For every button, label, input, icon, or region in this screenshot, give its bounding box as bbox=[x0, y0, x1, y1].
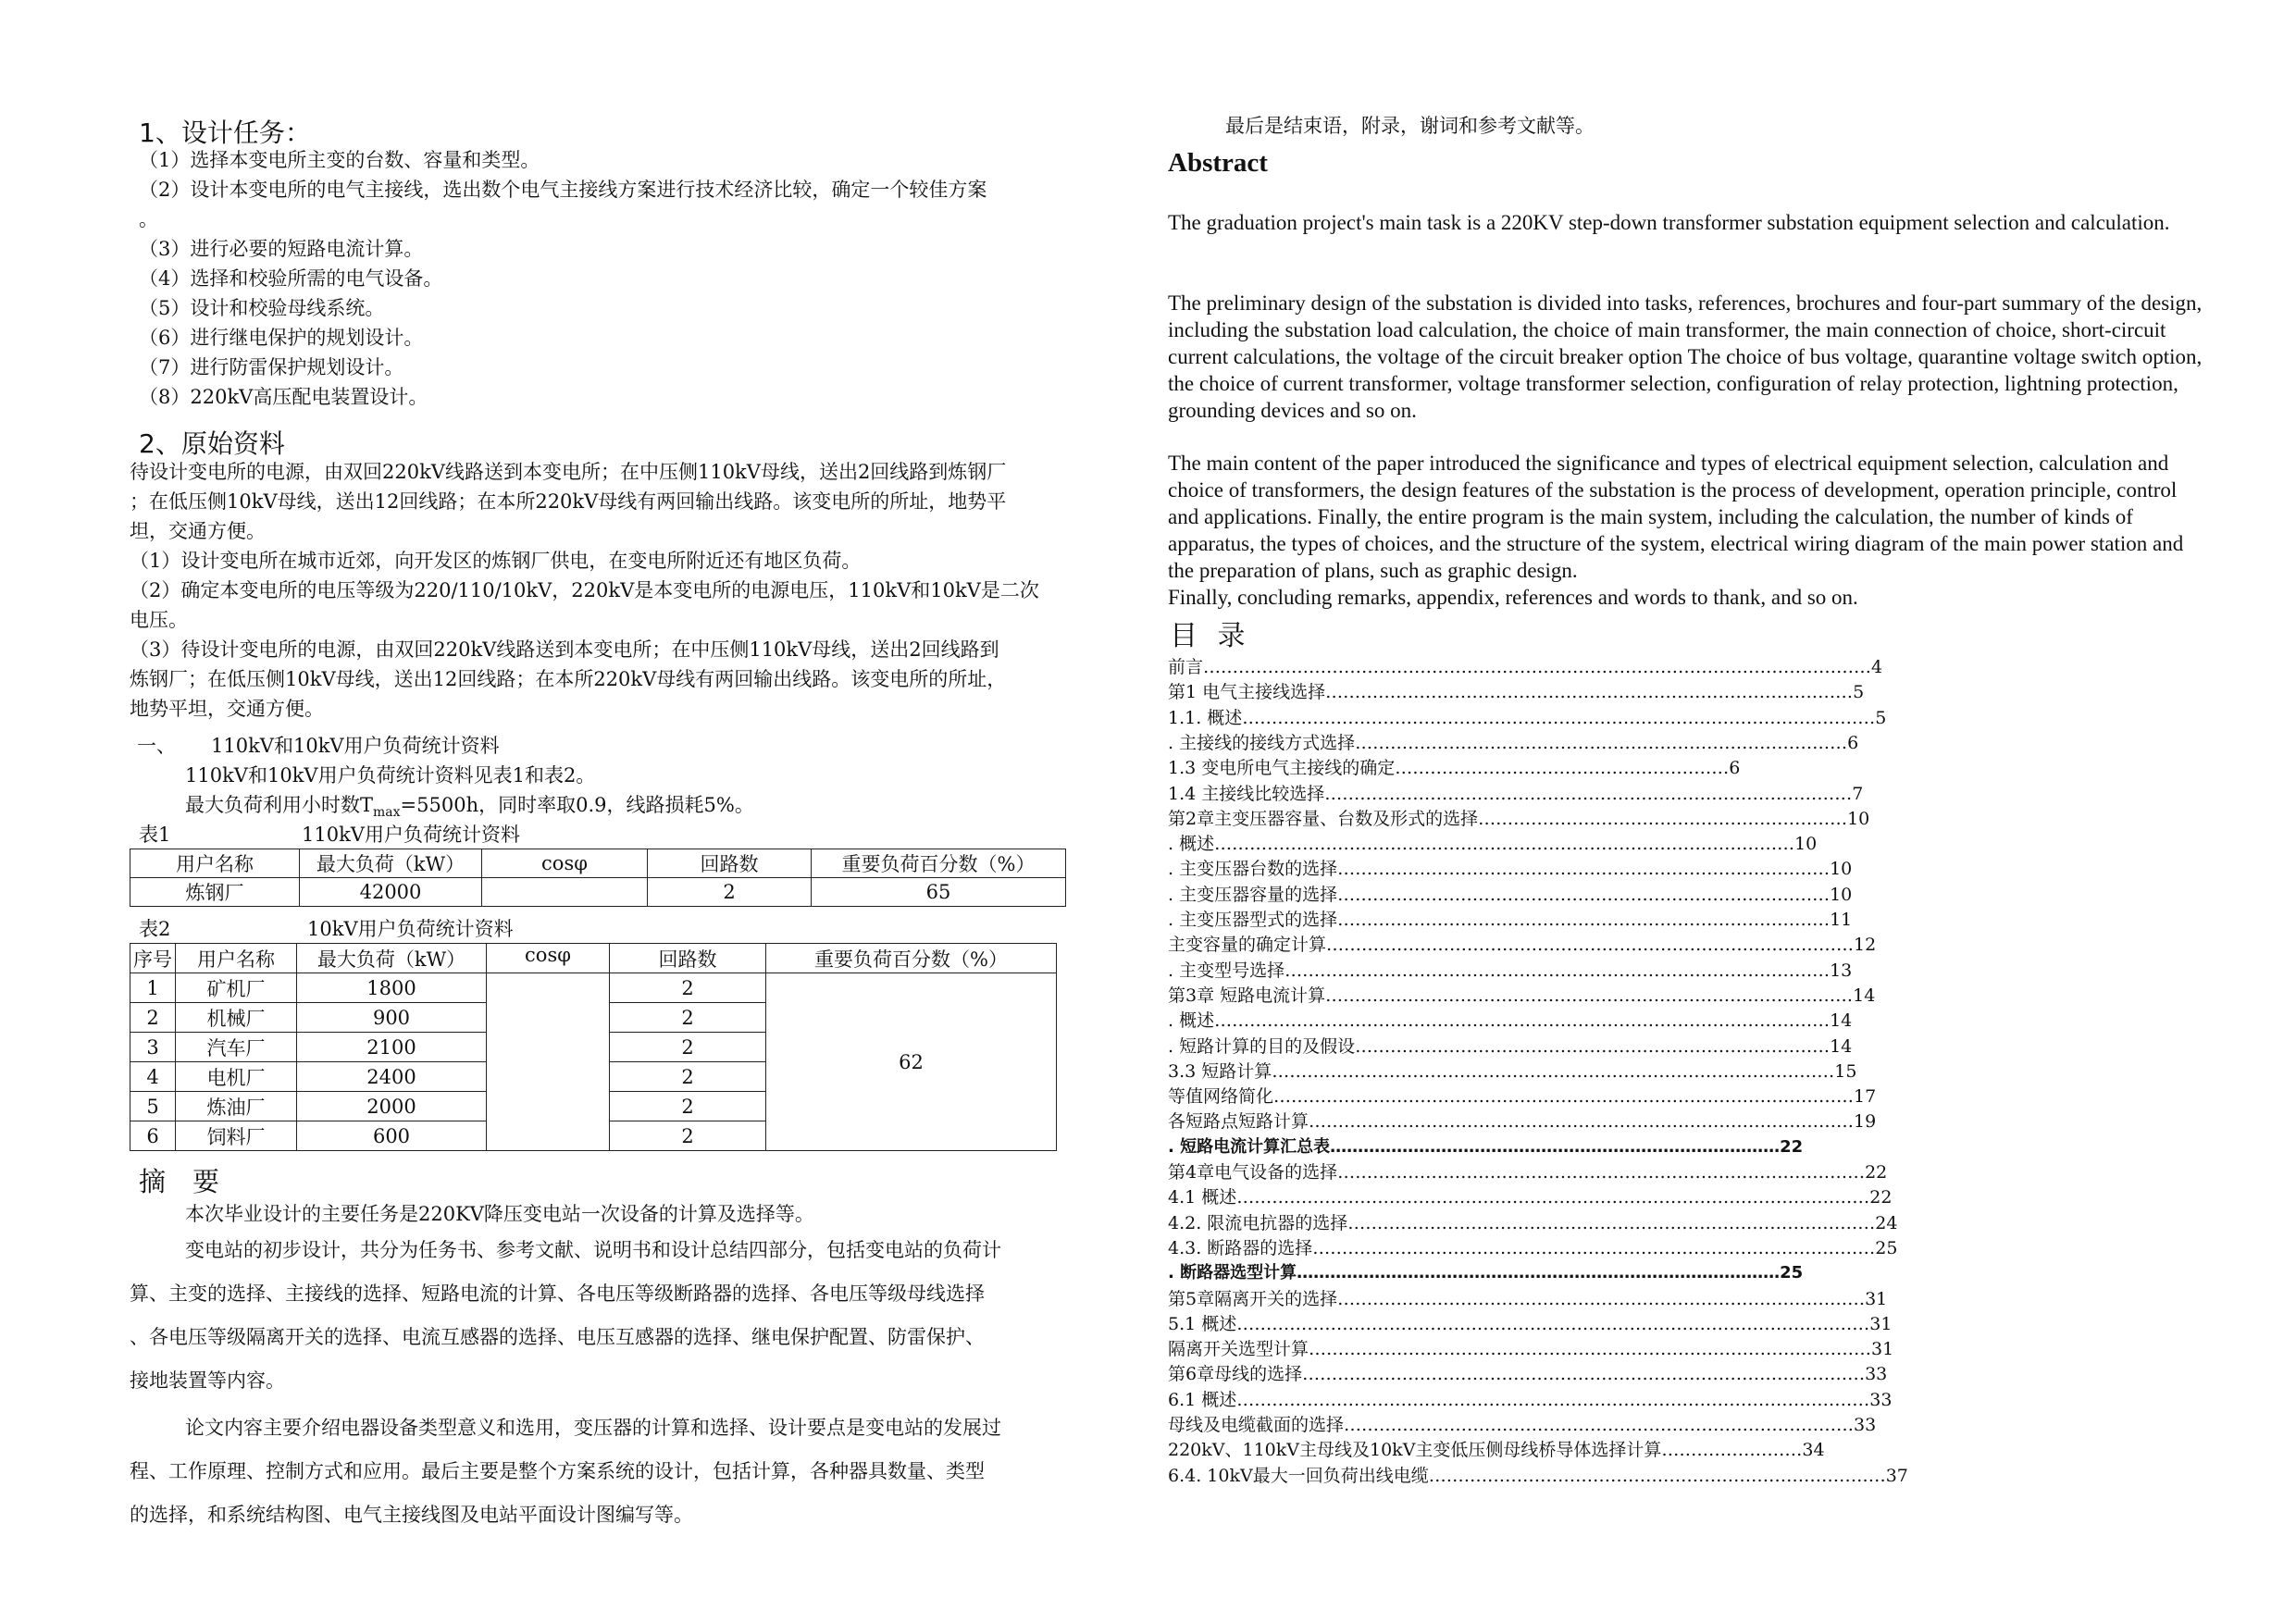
section-title-raw-data: 2、原始资料 bbox=[139, 428, 285, 459]
task-item: （5）设计和校验母线系统。 bbox=[139, 297, 385, 319]
table-row bbox=[130, 973, 1057, 1003]
toc-entry[interactable]: . 短路计算的目的及假设………………………………………………………………………14 bbox=[1168, 1035, 1853, 1057]
table2-cell: 机械厂 bbox=[176, 1003, 297, 1033]
toc-entry[interactable]: 第4章电气设备的选择………………………………………………………………………………22 bbox=[1168, 1162, 1888, 1183]
table1-header-row bbox=[130, 849, 1066, 878]
conclusion-line: 最后是结束语，附录，谢词和参考文献等。 bbox=[1225, 115, 1595, 137]
table1-header-cell: 回路数 bbox=[648, 849, 812, 878]
table1-cell: 炼钢厂 bbox=[130, 878, 300, 907]
abstract-paragraph-2: The preliminary design of the substation is divided into tasks, references, brochures and four-part summary of the design, including the substation load calculation, the choice of main transformer, the main connection of choice, short-circuit current calculations, the voltage of the circuit breaker option The choice of bus voltage, quarantine voltage switch option, the choice of current transformer, voltage transformer selection, configuration of relay protection, lightning protection, grounding devices and so on. bbox=[1168, 291, 2203, 422]
task-item: （1）选择本变电所主变的台数、容量和类型。 bbox=[139, 149, 540, 171]
load-line-2: 最大负荷利用小时数$T_{max}=5500h$，同时率取0.9，线路损耗5%。 bbox=[185, 794, 754, 821]
text-line: 的选择，和系统结构图、电气主接线图及电站平面设计图编写等。 bbox=[130, 1504, 693, 1526]
table2-cell: 2 bbox=[610, 1033, 766, 1062]
toc-entry[interactable]: 6.1 概述………………………………………………………………………………………………33 bbox=[1168, 1389, 1893, 1410]
text-line: 待设计变电所的电源，由双回220kV线路送到本变电所；在中压侧110kV母线，送出2回线路到炼钢厂 bbox=[130, 461, 1007, 483]
table-row bbox=[130, 878, 1066, 907]
table2-cell: 3 bbox=[130, 1033, 176, 1062]
table2-cos-cell bbox=[487, 973, 610, 1151]
table1-label: 表1 bbox=[139, 824, 171, 846]
table2-cell: 4 bbox=[130, 1062, 176, 1092]
section-title-design-task: 1、设计任务： bbox=[139, 118, 311, 148]
toc-entry[interactable]: 4.3. 断路器的选择……………………………………………………………………………………25 bbox=[1168, 1237, 1898, 1258]
summary-paragraph-2 bbox=[130, 1229, 1001, 1403]
text-line: ；在低压侧10kV母线，送出12回线路；在本所220kV母线有两回输出线路。该变电所的所址，地势平 bbox=[130, 490, 1007, 513]
toc-entry[interactable]: 3.3 短路计算……………………………………………………………………………………15 bbox=[1168, 1060, 1857, 1082]
abstract-paragraph-1: The graduation project's main task is a 220KV step-down transformer substation equipment selection and calculation. bbox=[1168, 211, 2170, 234]
toc-entry[interactable]: . 主变压器型式的选择…………………………………………………………………………11 bbox=[1168, 910, 1853, 930]
table2-header-cell: 序号 bbox=[130, 944, 176, 973]
table1-header-cell: 重要负荷百分数（%） bbox=[812, 849, 1066, 878]
table2-cell: 2 bbox=[130, 1003, 176, 1033]
toc-entry[interactable]: 第5章隔离开关的选择………………………………………………………………………………31 bbox=[1168, 1288, 1888, 1309]
toc-entry[interactable]: 主变容量的确定计算………………………………………………………………………………12 bbox=[1168, 935, 1877, 956]
summary-title: 摘 要 bbox=[139, 1166, 220, 1197]
text-line: 接地装置等内容。 bbox=[130, 1369, 285, 1392]
text-line: 论文内容主要介绍电器设备类型意义和选用，变压器的计算和选择、设计要点是变电站的发展过 bbox=[185, 1417, 1001, 1439]
text-line: （1）设计变电所在城市近郊，向开发区的炼钢厂供电，在变电所附近还有地区负荷。 bbox=[130, 550, 862, 572]
toc-entry[interactable]: . 短路电流计算汇总表………………………………………………………………………22 bbox=[1168, 1136, 1804, 1157]
table2-cell: 1800 bbox=[297, 973, 487, 1003]
toc-entry[interactable]: . 主变压器容量的选择…………………………………………………………………………10 bbox=[1168, 884, 1853, 905]
table1-header-cell: 用户名称 bbox=[130, 849, 300, 878]
table1-cell bbox=[482, 878, 648, 907]
toc-entry[interactable]: 各短路点短路计算…………………………………………………………………………………19 bbox=[1168, 1111, 1877, 1133]
text-line: 变电站的初步设计，共分为任务书、参考文献、说明书和设计总结四部分，包括变电站的负荷计 bbox=[185, 1239, 1001, 1261]
task-item: （3）进行必要的短路电流计算。 bbox=[139, 238, 424, 260]
toc-entry[interactable]: 第6章母线的选择……………………………………………………………………………………33 bbox=[1168, 1364, 1888, 1385]
toc-entry[interactable]: . 主变型号选择…………………………………………………………………………………13 bbox=[1168, 960, 1853, 981]
abstract-title: Abstract bbox=[1168, 148, 1268, 178]
table2-important-cell: 62 bbox=[766, 973, 1057, 1151]
table2-cell: 2000 bbox=[297, 1092, 487, 1121]
raw-data-text bbox=[130, 457, 1039, 724]
table2-cell: 饲料厂 bbox=[176, 1121, 297, 1151]
table1 bbox=[130, 849, 1066, 907]
toc-title: 目 录 bbox=[1170, 620, 1251, 652]
toc-entry[interactable]: . 断路器选型计算……………………………………………………………………………25 bbox=[1168, 1263, 1804, 1283]
toc-entry[interactable]: 4.2. 限流电抗器的选择………………………………………………………………………………24 bbox=[1168, 1212, 1898, 1233]
table2-cell: 2 bbox=[610, 1092, 766, 1121]
table2-header-cell: 用户名称 bbox=[176, 944, 297, 973]
toc-entry[interactable]: . 主接线的接线方式选择…………………………………………………………………………6 bbox=[1168, 732, 1859, 753]
table2 bbox=[130, 943, 1057, 1151]
toc-entry[interactable]: . 主变压器台数的选择…………………………………………………………………………10 bbox=[1168, 859, 1853, 880]
table2-cell: 汽车厂 bbox=[176, 1033, 297, 1062]
table1-cell: 2 bbox=[648, 878, 812, 907]
task-list bbox=[139, 145, 987, 412]
task-item: （6）进行继电保护的规划设计。 bbox=[139, 327, 424, 349]
text-line: 算、主变的选择、主接线的选择、短路电流的计算、各电压等级断路器的选择、各电压等级母线选择 bbox=[130, 1282, 985, 1305]
table1-cell: 42000 bbox=[300, 878, 482, 907]
table2-header-cell: cosφ bbox=[487, 944, 610, 973]
abstract-paragraph-3: The main content of the paper introduced the significance and types of electrical equipment selection, calculation and choice of transformers, the design features of the substation is the process of development, operation principle, control and applications. Finally, the entire program is the main system, including the calculation, the number of kinds of apparatus, the types of choices, and the structure of the system, electrical wiring diagram of the main power station and the preparation of plans, such as graphic design. bbox=[1168, 452, 2184, 582]
table2-cell: 600 bbox=[297, 1121, 487, 1151]
table2-cell: 2 bbox=[610, 1121, 766, 1151]
toc-entry[interactable]: 等值网络简化………………………………………………………………………………………17 bbox=[1168, 1086, 1877, 1108]
toc-entry[interactable]: 第1 电气主接线选择………………………………………………………………………………5 bbox=[1168, 682, 1865, 703]
toc-entry[interactable]: 6.4. 10kV最大一回负荷出线电缆……………………………………………………………………37 bbox=[1168, 1465, 1908, 1486]
table2-cell: 2 bbox=[610, 1003, 766, 1033]
toc-entry[interactable]: 1.3 变电所电气主接线的确定…………………………………………………6 bbox=[1168, 758, 1741, 779]
text-line: （3）待设计变电所的电源，由双回220kV线路送到本变电所；在中压侧110kV母线，送出2回线路到 bbox=[130, 638, 999, 661]
text-line: 程、工作原理、控制方式和应用。最后主要是整个方案系统的设计，包括计算，各种器具数量、类型 bbox=[130, 1460, 985, 1482]
table2-label: 表2 bbox=[139, 918, 171, 940]
toc-entry[interactable]: 1.4 主接线比较选择………………………………………………………………………………7 bbox=[1168, 783, 1864, 804]
toc-entry[interactable]: 第2章主变压器容量、台数及形式的选择………………………………………………………10 bbox=[1168, 808, 1870, 829]
table1-cell: 65 bbox=[812, 878, 1066, 907]
task-item: （7）进行防雷保护规划设计。 bbox=[139, 356, 404, 378]
table1-header-cell: 最大负荷（kW） bbox=[300, 849, 482, 878]
load-line-1: 110kV和10kV用户负荷统计资料见表1和表2。 bbox=[185, 764, 596, 787]
load-heading-number: 一、 bbox=[137, 735, 176, 757]
table2-cell: 6 bbox=[130, 1121, 176, 1151]
toc-entry[interactable]: . 概述………………………………………………………………………………………10 bbox=[1168, 834, 1818, 855]
table2-cell: 1 bbox=[130, 973, 176, 1003]
table2-cell: 2400 bbox=[297, 1062, 487, 1092]
summary-paragraph-3 bbox=[130, 1406, 1001, 1537]
table2-cell: 2 bbox=[610, 1062, 766, 1092]
table2-cell: 矿机厂 bbox=[176, 973, 297, 1003]
table1-title: 110kV用户负荷统计资料 bbox=[302, 824, 520, 846]
table2-header-cell: 最大负荷（kW） bbox=[297, 944, 487, 973]
toc-entry[interactable]: 前言……………………………………………………………………………………………………4 bbox=[1168, 657, 1883, 677]
task-item: （2）设计本变电所的电气主接线，选出数个电气主接线方案进行技术经济比较，确定一个较佳方案 bbox=[139, 179, 987, 201]
toc-entry[interactable]: 第3章 短路电流计算………………………………………………………………………………14 bbox=[1168, 985, 1876, 1006]
table2-cell: 5 bbox=[130, 1092, 176, 1121]
abstract-paragraph-4: Finally, concluding remarks, appendix, references and words to thank, and so on. bbox=[1168, 586, 1858, 609]
toc-entry[interactable]: 隔离开关选型计算……………………………………………………………………………………31 bbox=[1168, 1339, 1894, 1360]
table2-header-cell: 回路数 bbox=[610, 944, 766, 973]
text-line: 、各电压等级隔离开关的选择、电流互感器的选择、电压互感器的选择、继电保护配置、防雷保护、 bbox=[130, 1326, 985, 1348]
task-item: （8）220kV高压配电装置设计。 bbox=[139, 386, 428, 408]
table2-cell: 2 bbox=[610, 973, 766, 1003]
toc-entry[interactable]: 5.1 概述………………………………………………………………………………………………31 bbox=[1168, 1313, 1893, 1334]
table2-header-cell: 重要负荷百分数（%） bbox=[766, 944, 1057, 973]
text-line: 炼钢厂；在低压侧10kV母线，送出12回线路；在本所220kV母线有两回输出线路。该变电所的所址， bbox=[130, 668, 1007, 690]
summary-paragraph-1: 本次毕业设计的主要任务是220KV降压变电站一次设备的计算及选择等。 bbox=[185, 1203, 814, 1225]
task-item: （4）选择和校验所需的电气设备。 bbox=[139, 267, 443, 290]
table2-cell: 电机厂 bbox=[176, 1062, 297, 1092]
text-line: 地势平坦，交通方便。 bbox=[130, 698, 324, 720]
table2-cell: 炼油厂 bbox=[176, 1092, 297, 1121]
task-item: 。 bbox=[139, 208, 158, 230]
toc-entry[interactable]: 母线及电缆截面的选择……………………………………………………………………………33 bbox=[1168, 1415, 1877, 1435]
text-line: （2）确定本变电所的电压等级为220/110/10kV，220kV是本变电所的电源电压，110kV和10kV是二次 bbox=[130, 579, 1039, 601]
toc-entry[interactable]: 1.1. 概述………………………………………………………………………………………………5 bbox=[1168, 707, 1887, 728]
load-heading: 110kV和10kV用户负荷统计资料 bbox=[211, 735, 500, 757]
table1-header-cell: cosφ bbox=[482, 849, 648, 878]
table2-header-row bbox=[130, 944, 1057, 973]
toc-entry[interactable]: 4.1 概述………………………………………………………………………………………………22 bbox=[1168, 1187, 1893, 1208]
toc-entry[interactable]: 220kV、110kV主母线及10kV主变低压侧母线桥导体选择计算……………………34 bbox=[1168, 1440, 1825, 1461]
toc-entry[interactable]: . 概述……………………………………………………………………………………………14 bbox=[1168, 1010, 1853, 1032]
table2-title: 10kV用户负荷统计资料 bbox=[307, 918, 514, 940]
text-line: 电压。 bbox=[130, 609, 188, 631]
text-line: 坦，交通方便。 bbox=[130, 520, 266, 542]
table2-cell: 900 bbox=[297, 1003, 487, 1033]
table2-cell: 2100 bbox=[297, 1033, 487, 1062]
